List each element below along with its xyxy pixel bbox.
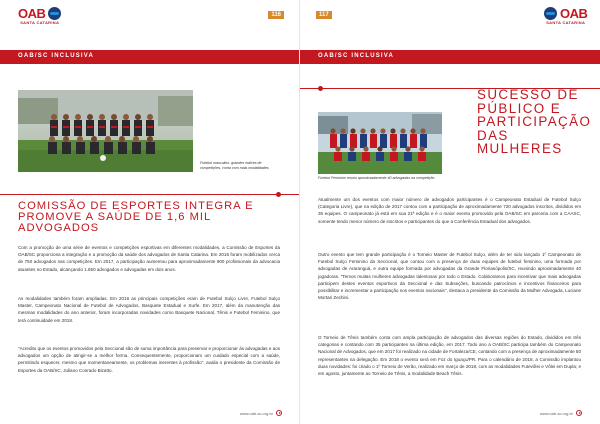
womens-football-team-photo bbox=[318, 112, 442, 174]
section-label: OAB/SC INCLUSIVA bbox=[318, 53, 395, 59]
photo-caption: Futebol masculino: grandes índices de competições, conta com mais modalidades bbox=[200, 161, 269, 170]
globe-icon bbox=[544, 7, 557, 20]
article-paragraph-3: "Acredito que os eventos promovidos pela Seccional são de suma importância para preservar e proporcionar às advogadas e aos advogados um opção de atingir-se a melhor forma. Consequentemente, proporcionam um cuidado especial com a saúde, permitindo esquecer, mesmo que momentaneamente, os problemas inerentes à profissão", avalia o presidente da Comissão de Esportes da OAB/SC, Juliano Conrado Bizatto. bbox=[18, 346, 280, 373]
section-label: OAB/SC INCLUSIVA bbox=[18, 53, 95, 59]
heading-rule bbox=[0, 194, 300, 195]
oab-logo-text: OAB bbox=[18, 6, 46, 21]
oab-logo bbox=[544, 6, 587, 25]
photo-caption: Futebol Feminino reuniu aproximadamente 40 advogadas na competição bbox=[318, 176, 435, 180]
play-arrow-icon bbox=[576, 410, 582, 416]
section-band bbox=[300, 50, 600, 64]
oab-logo-subtitle: SANTA CATARINA bbox=[546, 20, 586, 25]
article-title-line: SUCESSO DE bbox=[477, 87, 579, 102]
mens-football-team-photo bbox=[18, 90, 193, 172]
article-title-line: DAS bbox=[477, 127, 509, 143]
play-arrow-icon bbox=[276, 410, 282, 416]
footer-url[interactable]: www.oab-sc.org.br bbox=[539, 410, 573, 416]
rule-dot bbox=[276, 192, 281, 197]
article-title-line: MULHERES bbox=[477, 141, 563, 157]
footer bbox=[540, 410, 582, 416]
article-title-line: PARTICIPAÇÃO bbox=[477, 114, 592, 130]
team-photo-illustration bbox=[318, 112, 442, 174]
article-title bbox=[477, 87, 592, 157]
right-page bbox=[300, 0, 600, 424]
oab-logo bbox=[18, 6, 61, 25]
article-paragraph-2: As modalidades também foram ampliadas. Em 2016 as principais competições eram de Futebol Sulço Livre, Futebol Sulço Master, Campeonato Nacional de Futebol de Advogados, Basquete Estadual e Surfe. Em 2017, além da manutenção das mesmas modalidades do ano anterior, foram incorporadas novidades como Basquete Nacional, Tênis e Futebol Feminino, que terá continuidade em 2018. bbox=[18, 296, 280, 323]
oab-logo-subtitle: SANTA CATARINA bbox=[20, 20, 60, 25]
article-heading: COMISSÃO DE ESPORTES INTEGRA E PROMOVE A SAÚDE DE 1,6 MIL ADVOGADOS bbox=[18, 200, 254, 234]
page-number: 116 bbox=[268, 11, 284, 19]
team-photo-illustration bbox=[18, 90, 193, 172]
rule-dot bbox=[318, 86, 323, 91]
article-paragraph-1: Com a promoção de uma série de eventos e competições esportivas em diferentes modalidades, a Comissão de Esportes da OAB/SC proporciona a integração e a promoção da saúde dos advogados de Santa Catarina. Em 2016 foram mobilizados cerca de 750 advogados nas competições. Em 2017, a participação aumentou para aproximadamente 900 profissionais da advocacia atuantes no Estado, alcançando 1.650 advogados e advogadas em dois anos. bbox=[18, 245, 280, 272]
globe-icon bbox=[48, 7, 61, 20]
article-paragraph-1: Atualmente um dos eventos com maior número de advogados participantes é o Campeonato Estadual de Futebol Sulço (Categoria Livre), que na edição de 2017 contou com a participação de aproximadamente 720 advogados inscritos, divididos em 36 equipes. O campeonato já está em sua 21ª edição e é o maior evento promovido pela OAB/SC em parceria com a CAASC, somente tendo menor número de inscritos e participantes do que a Conferência Estadual dos advogados. bbox=[318, 197, 581, 224]
oab-logo-text: OAB bbox=[560, 6, 588, 21]
footer bbox=[240, 410, 282, 416]
article-paragraph-3: O Torneio de Tênis também conta com ampla participação de advogados das diversas regiões do Estado, divididos em três categorias e contando com 35 participantes na última edição, em 2017. Todo ano a OAB/SC participa também do Campeonato Nacional de Advogados, que em 2017 foi realizado na cidade de Fortaleza/CE, contando com a presença de aproximadamente 50 representantes na delegação. Em 2018 o evento será em Foz do Iguaçu/PR. Para o calendário de 2018, a Comissão implantou duas novidades: foi criado o 1º Torneio de Verão, realizado em março de 2018, com as modalidades Futevôlei e Vôlei em Dupla; e em agosto, juntamente ao Torneio de Tênis, a modalidade Beach Tênis. bbox=[318, 335, 581, 377]
article-title-line: PÚBLICO E bbox=[477, 100, 562, 116]
section-band bbox=[0, 50, 300, 64]
article-paragraph-2: Outro evento que tem grande participação é o Torneio Master de Futebol Sulço, além de ter sido lançado 1º Campeonato de Futebol Sulço Feminino da Seccional, que contou com a presença de duas equipes de futebol feminino, uma formada por advogadas de Araranguá, e outra equipe formada por advogadas da Grande Florianópolis/SC, reunindo aproximadamente 40 jogadoras. "Temos muitas mulheres advogadas talentosas por todo o Estado. Colaboramos para incentivar que mais advogadas participem destes eventos esportivos da Seccional e das Subseções, buscando patrocínios e incentivos financeiros para possibilitar e incrementar a participação nos eventos nacionais", destaca a presidente da Comissão da Mulher Advogada, Luciane Mortari Zechini. bbox=[318, 252, 581, 301]
page-number: 117 bbox=[316, 11, 332, 19]
footer-url[interactable]: www.oab-sc.org.br bbox=[239, 410, 273, 416]
